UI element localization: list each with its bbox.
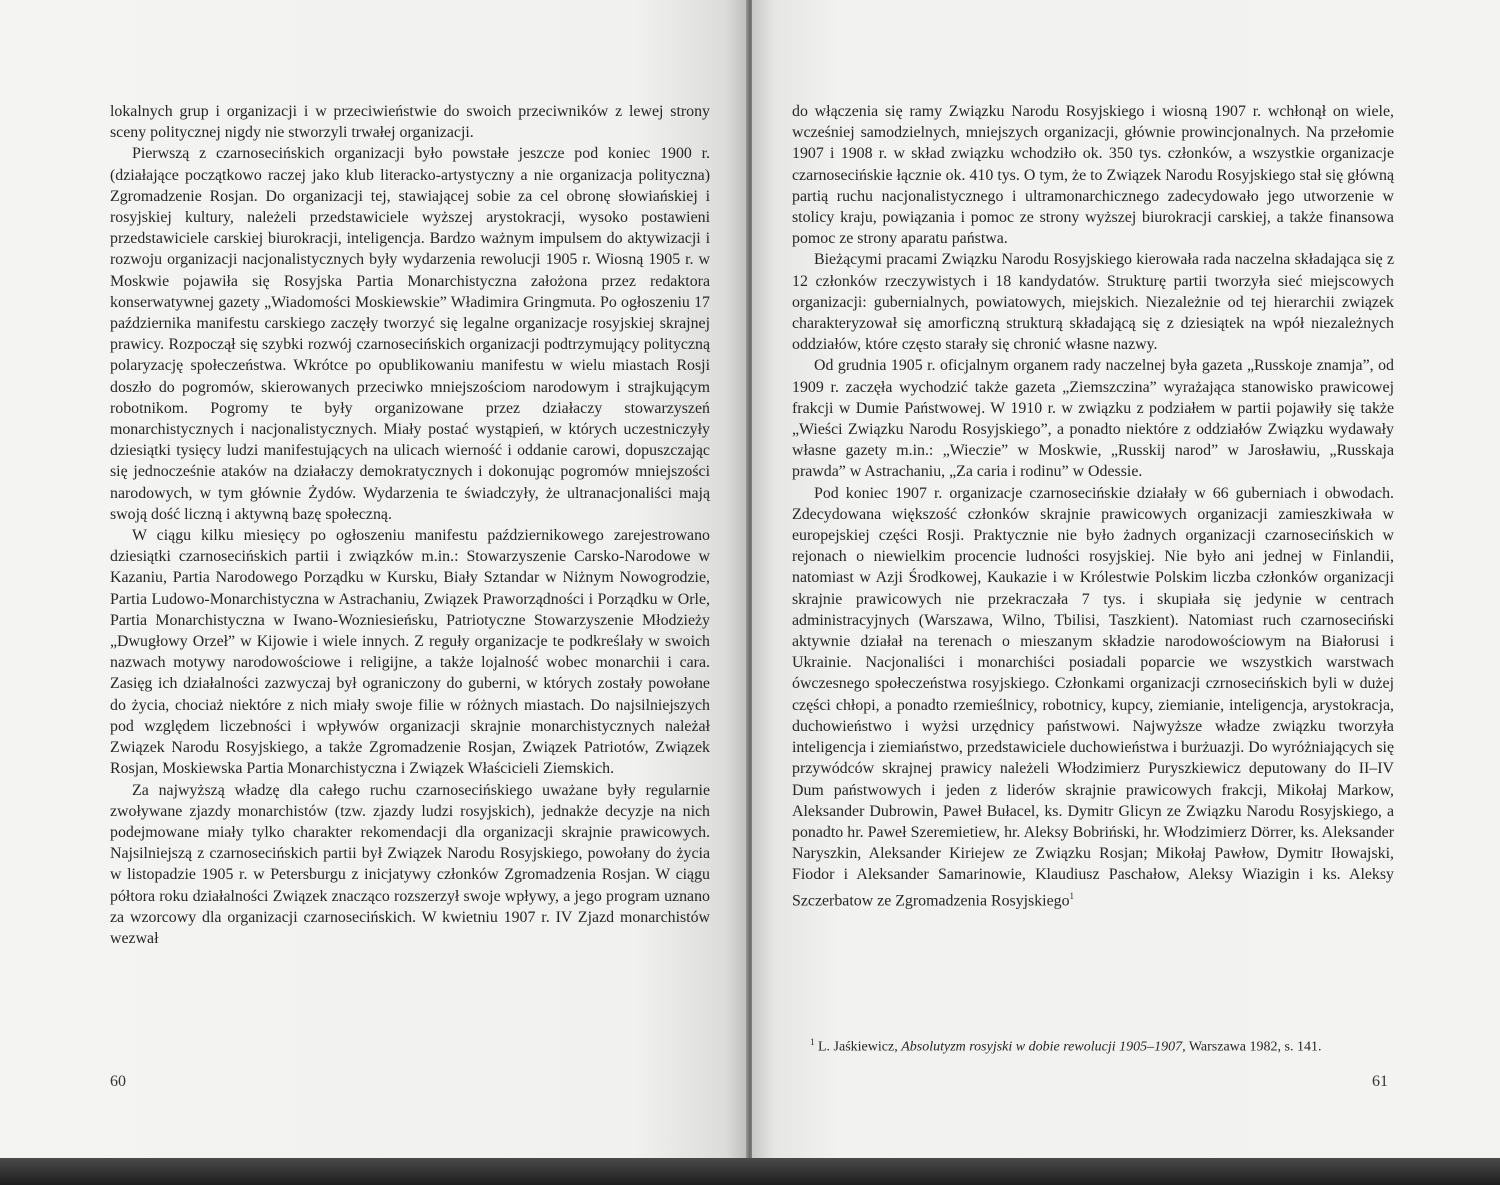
footnote-marker: 1 [810, 1037, 815, 1047]
page-number: 61 [1372, 1073, 1388, 1090]
paragraph [792, 483, 1394, 911]
paragraph-text: Pod koniec 1907 r. organizacje czarnosecińskie działały w 66 guberniach i obwodach. Zdecydowana większość członków skrajnie prawicowych organizacji zamieszkiwała w europejskiej części Rosji. Praktycznie nie było żadnych organizacji czarnosecińskich w rejonach o niewielkim procencie ludności rosyjskiej. Nie było ani jednej w Finlandii, natomiast w Azji Środkowej, Kaukazie i w Królestwie Polskim liczba członków organizacji skrajnie prawicowych nie przekraczała 7 tys. i skupiała się jedynie w centrach administracyjnych (Warszawa, Wilno, Tbilisi, Taszkient). Natomiast ruch czarnoseciński aktywnie działał na terenach o mieszanym składzie narodowościowym na Białorusi i Ukrainie. Nacjonaliści i monarchiści posiadali poparcie we wszystkich warstwach ówczesnego społeczeństwa rosyjskiego. Członkami organizacji czrnosecińskich byli w dużej części chłopi, a ponadto rzemieślnicy, robotnicy, kupcy, ziemianie, inteligencja, arystokracja, duchowieństwo i wyżsi urzędnicy państwowi. Najwyższe władze związku tworzyła inteligencja i ziemiaństwo, przedstawiciele duchowieństwa i burżuazji. Do wyróżniających się przywódców skrajnej prawicy należeli Włodzimierz Puryszkiewicz deputowany do II–IV Dum państwowych i jeden z liderów skrajnie prawicowych frakcji, Mikołaj Markow, Aleksander Dubrowin, Paweł Bułacel, ks. Dymitr Glicyn ze Związku Narodu Rosyjskiego, a ponadto hr. Paweł Szeremietiew, hr. Aleksy Bobriński, hr. Włodzimierz Dörrer, ks. Aleksander Naryszkin, Aleksander Kiriejew ze Związku Rosjan; Mikołaj Pawłow, Dymitr Iłowajski, Fiodor i Aleksander Samarinowie, Klaudiusz Paschałow, Aleksy Wiazigin i ks. Aleksy Szczerbatow ze Zgromadzenia Rosyjskiego [792, 484, 1394, 909]
right-page [752, 0, 1500, 1158]
paragraph: W ciągu kilku miesięcy po ogłoszeniu manifestu październikowego zarejestrowano dziesiątki czarnosecińskich partii i związków m.in.: Stowarzyszenie Carsko-Narodowe w Kazaniu, Partia Narodowego Porządku w Kursku, Biały Sztandar w Niżnym Nowogrodzie, Partia Ludowo-Monarchistyczna w Astrachaniu, Związek Praworządności i Porządku w Orle, Partia Monarchistyczna w Iwano-Wozniesieńsku, Patriotyczne Stowarzyszenie Młodzieży „Dwugłowy Orzeł” w Kijowie i wiele innych. Z reguły organizacje te podkreślały w swoich nazwach motywy narodowościowe i religijne, a także lojalność wobec monarchii i cara. Zasięg ich działalności zazwyczaj był ograniczony do guberni, w których zostały powołane do życia, chociaż niektóre z nich miały swoje filie w różnych miastach. Do najsilniejszych pod względem liczebności i wpływów organizacji skrajnie monarchistycznych należał Związek Narodu Rosyjskiego, a także Zgromadzenie Rosjan, Związek Patriotów, Związek Rosjan, Moskiewska Partia Monarchistyczna i Związek Właścicieli Ziemskich. [110, 527, 710, 778]
paragraph: lokalnych grup i organizacji i w przeciwieństwie do swoich przeciwników z lewej strony sceny politycznej nigdy nie stworzyli trwałej organizacji. [110, 103, 710, 142]
footnote-reference: 1 [1069, 890, 1075, 901]
book-bottom-edge [0, 1158, 1500, 1185]
paragraph: Od grudnia 1905 r. oficjalnym organem rady naczelnej była gazeta „Russkoje znamja”, od 1909 r. zaczęła wychodzić także gazeta „Ziemszczina” wyrażająca stanowisko prawicowej frakcji w Dumie Państwowej. W 1910 r. w związku z podziałem w partii pojawiły się także „Wieści Związku Narodu Rosyjskiego”, a ponadto niektóre z oddziałów Związku wydawały własne gazety m.in.: „Wieczie” w Moskwie, „Russkij narod” w Jarosławiu, „Russkaja prawda” w Astrachaniu, „Za caria i rodinu” w Odessie. [792, 357, 1394, 481]
left-page-body [110, 101, 710, 949]
paragraph: do włączenia się ramy Związku Narodu Rosyjskiego i wiosną 1907 r. wchłonął on wiele, wcześniej samodzielnych, mniejszych organizacji, głównie prowincjonalnych. Na przełomie 1907 i 1908 r. w skład związku wchodziło ok. 350 tys. członków, a wszystkie organizacje czarnosecińskie łącznie ok. 410 tys. O tym, że to Związek Narodu Rosyjskiego stał się główną partią ruchu nacjonalistycznego i ultramonarchicznego zadecydowało jego utworzenie w stolicy kraju, powiązania i pomoc ze strony wyższej biurokracji carskiej, a także finansowa pomoc ze strony aparatu państwa. [792, 103, 1394, 248]
footnote-rest: Warszawa 1982, s. 141. [1185, 1039, 1322, 1055]
paragraph: Za najwyższą władzę dla całego ruchu czarnosecińskiego uważane były regularnie zwoływane zjazdy monarchistów (tzw. zjazdy ludzi rosyjskich), jednakże decyzje na nich podejmowane miały tylko charakter rekomendacji dla organizacji skrajnie prawicowych. Najsilniejszą z czarnosecińskich partii był Związek Narodu Rosyjskiego, powołany do życia w listopadzie 1905 r. w Petersburgu z inicjatywy członków Zgromadzenia Rosjan. W ciągu półtora roku działalności Związek znacząco rozszerzył swoje wpływy, a jego program uznano za wzorcowy dla organizacji czarnosecińskich. W kwietniu 1907 r. IV Zjazd monarchistów wezwał [110, 781, 710, 947]
paragraph: Bieżącymi pracami Związku Narodu Rosyjskiego kierowała rada naczelna składająca się z 12 członków rzeczywistych i 18 kandydatów. Strukturę partii tworzyła sieć miejscowych organizacji: gubernialnych, powiatowych, miejskich. Niezależnie od tej hierarchii związek charakteryzował się amorficzną strukturą składającą się z dziesiątek na wpół niezależnych oddziałów, które często starały się chronić własne nazwy. [792, 251, 1394, 354]
right-page-body [792, 101, 1394, 911]
footnote-author: L. Jaśkiewicz, [814, 1039, 902, 1055]
footnote-title: Absolutyzm rosyjski w dobie rewolucji 1905–1907, [901, 1039, 1186, 1055]
paragraph: Pierwszą z czarnosecińskich organizacji było powstałe jeszcze pod koniec 1900 r. (działające początkowo raczej jako klub literacko-artystyczny a nie organizacja polityczna) Zgromadzenie Rosjan. Do organizacji tej, stawiającej sobie za cel obronę słowiańskiej i rosyjskiej kultury, należeli przedstawiciele wyższej arystokracji, wysoko postawieni przedstawiciele carskiej biurokracji, inteligencja. Bardzo ważnym impulsem do aktywizacji i rozwoju organizacji nacjonalistycznych były wydarzenia rewolucji 1905 r. Wiosną 1905 r. w Moskwie pojawiła się Rosyjska Partia Monarchistyczna założona przez redaktora konserwatywnej gazety „Wiadomości Moskiewskie” Władimira Gringmuta. Po ogłoszeniu 17 października manifestu carskiego zaczęły tworzyć się legalne organizacje rosyjskiej skrajnej prawicy. Rozpoczął się szybki rozwój czarnosecińskich organizacji podtrzymujący polityczną polaryzację społeczeństwa. Wkrótce po opublikowaniu manifestu w wielu miastach Rosji doszło do pogromów, skierowanych przeciwko mniejszościom narodowym i strajkującym robotnikom. Pogromy te były organizowane przez działaczy stowarzyszeń monarchistycznych i nacjonalistycznych. Miały postać wystąpień, w których uczestniczyły dziesiątki tysięcy ludzi manifestujących na ulicach wierność i oddanie carowi, dopuszczając się jednocześnie ataków na działaczy demokratycznych i dokonując pogromów mniejszości narodowych, w tym głównie Żydów. Wydarzenia te świadczyły, że ultranacjonaliści mają swoją dość liczną i aktywną bazę społeczną. [110, 145, 710, 523]
footnote [810, 1033, 1394, 1057]
page-number: 60 [110, 1073, 126, 1090]
left-page [0, 0, 748, 1158]
